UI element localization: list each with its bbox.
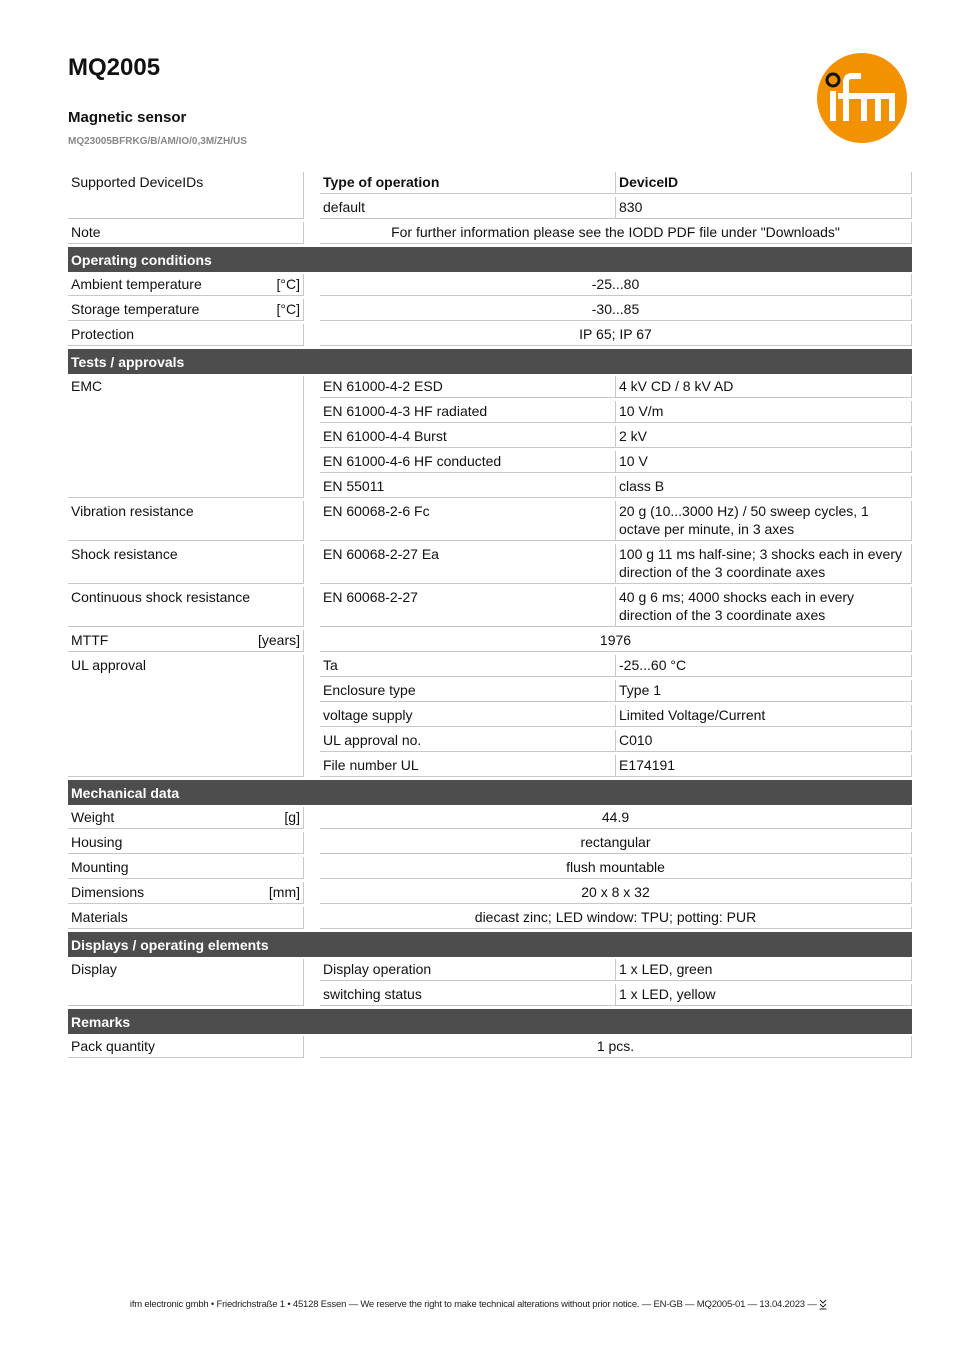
ul-key: Enclosure type xyxy=(320,680,616,702)
emc-standard: EN 55011 xyxy=(320,476,616,498)
unit: [°C] xyxy=(276,276,300,292)
ul-value: C010 xyxy=(616,730,912,752)
row-value: -25...80 xyxy=(320,274,912,296)
row-vibration-resistance: Vibration resistance EN 60068-2-6 Fc 20 g (10...3000 Hz) / 50 sweep cycles, 1 octave per minute, in 3 axes xyxy=(68,501,912,541)
row-supported-deviceids xyxy=(68,172,912,219)
row-value: -30...85 xyxy=(320,299,912,321)
ul-key: voltage supply xyxy=(320,705,616,727)
row-storage-temperature: Storage temperature [°C] -30...85 xyxy=(68,299,912,321)
emc-value: 10 V/m xyxy=(616,401,912,423)
row-housing: Housing rectangular xyxy=(68,832,912,854)
row-note xyxy=(68,222,912,244)
row-value: IP 65; IP 67 xyxy=(320,324,912,346)
row-display: Display Display operation 1 x LED, green switching status 1 x LED, yellow xyxy=(68,959,912,1006)
test-standard: EN 60068-2-6 Fc xyxy=(320,501,616,541)
row-label: Supported DeviceIDs xyxy=(68,172,304,219)
emc-standard: EN 61000-4-2 ESD xyxy=(320,376,616,398)
row-ul-approval: UL approval Ta -25...60 °C Enclosure type Type 1 voltage supply Limited Voltage/Current UL approval no. C010 File number UL E174191 xyxy=(68,655,912,777)
row-protection: Protection IP 65; IP 67 xyxy=(68,324,912,346)
cell-deviceid: 830 xyxy=(616,197,912,219)
row-shock-resistance: Shock resistance EN 60068-2-27 Ea 100 g 11 ms half-sine; 3 shocks each in every direction of the 3 coordinate axes xyxy=(68,544,912,584)
row-label: Note xyxy=(68,222,304,244)
ul-value: E174191 xyxy=(616,755,912,777)
emc-standard: EN 61000-4-3 HF radiated xyxy=(320,401,616,423)
section-operating-conditions: Operating conditions xyxy=(68,247,912,272)
ul-key: File number UL xyxy=(320,755,616,777)
unit: [°C] xyxy=(276,301,300,317)
row-value: 44.9 xyxy=(320,807,912,829)
row-value: 20 x 8 x 32 xyxy=(320,882,912,904)
emc-value: class B xyxy=(616,476,912,498)
product-subtitle: Magnetic sensor xyxy=(68,109,187,126)
cell-type: default xyxy=(320,197,616,219)
display-value: 1 x LED, green xyxy=(616,959,912,981)
emc-standard: EN 61000-4-4 Burst xyxy=(320,426,616,448)
col-type-of-operation: Type of operation xyxy=(320,172,616,194)
test-value: 40 g 6 ms; 4000 shocks each in every direction of the 3 coordinate axes xyxy=(616,587,912,627)
section-tests-approvals: Tests / approvals xyxy=(68,349,912,374)
row-mttf: MTTF [years] 1976 xyxy=(68,630,912,652)
unit: [g] xyxy=(284,809,300,825)
ul-key: Ta xyxy=(320,655,616,677)
unit: [years] xyxy=(257,632,300,648)
row-materials: Materials diecast zinc; LED window: TPU; potting: PUR xyxy=(68,907,912,929)
section-mechanical-data: Mechanical data xyxy=(68,780,912,805)
row-value: For further information please see the IODD PDF file under "Downloads" xyxy=(320,222,912,244)
row-value: 1976 xyxy=(320,630,912,652)
row-value: 1 pcs. xyxy=(320,1036,912,1058)
row-value: diecast zinc; LED window: TPU; potting: PUR xyxy=(320,907,912,929)
test-value: 20 g (10...3000 Hz) / 50 sweep cycles, 1 octave per minute, in 3 axes xyxy=(616,501,912,541)
row-emc: EMC EN 61000-4-2 ESD 4 kV CD / 8 kV AD EN 61000-4-3 HF radiated 10 V/m EN 61000-4-4 Burst 2 kV EN 61000-4-6 HF conducted 10 V EN 55011 class B xyxy=(68,376,912,498)
display-key: switching status xyxy=(320,984,616,1006)
ul-value: Type 1 xyxy=(616,680,912,702)
emc-value: 4 kV CD / 8 kV AD xyxy=(616,376,912,398)
ul-key: UL approval no. xyxy=(320,730,616,752)
unit: [mm] xyxy=(268,884,300,900)
datasheet-table xyxy=(68,172,912,1061)
row-pack-quantity: Pack quantity 1 pcs. xyxy=(68,1036,912,1058)
row-mounting: Mounting flush mountable xyxy=(68,857,912,879)
footer-text: ifm electronic gmbh • Friedrichstraße 1 • 45128 Essen — We reserve the right to make technical alterations without prior notice. — EN-GB — MQ2005-01 — 13.04.2023 — xyxy=(129,1299,817,1311)
ifm-logo xyxy=(816,52,908,144)
test-standard: EN 60068-2-27 Ea xyxy=(320,544,616,584)
article-code: MQ23005BFRKG/B/AM/IO/0,3M/ZH/US xyxy=(68,136,247,147)
row-ambient-temperature: Ambient temperature [°C] -25...80 xyxy=(68,274,912,296)
row-continuous-shock-resistance: Continuous shock resistance EN 60068-2-27 40 g 6 ms; 4000 shocks each in every direction of the 3 coordinate axes xyxy=(68,587,912,627)
col-deviceid: DeviceID xyxy=(616,172,912,194)
row-value: rectangular xyxy=(320,832,912,854)
row-value: flush mountable xyxy=(320,857,912,879)
section-displays-operating-elements: Displays / operating elements xyxy=(68,932,912,957)
document-symbol-icon xyxy=(819,1299,827,1310)
page-title: MQ2005 xyxy=(68,54,161,81)
emc-standard: EN 61000-4-6 HF conducted xyxy=(320,451,616,473)
page-footer xyxy=(0,1299,957,1310)
test-standard: EN 60068-2-27 xyxy=(320,587,616,627)
ul-value: Limited Voltage/Current xyxy=(616,705,912,727)
display-value: 1 x LED, yellow xyxy=(616,984,912,1006)
ul-value: -25...60 °C xyxy=(616,655,912,677)
row-weight: Weight [g] 44.9 xyxy=(68,807,912,829)
display-key: Display operation xyxy=(320,959,616,981)
emc-value: 10 V xyxy=(616,451,912,473)
test-value: 100 g 11 ms half-sine; 3 shocks each in every direction of the 3 coordinate axes xyxy=(616,544,912,584)
section-remarks: Remarks xyxy=(68,1009,912,1034)
row-dimensions: Dimensions [mm] 20 x 8 x 32 xyxy=(68,882,912,904)
emc-value: 2 kV xyxy=(616,426,912,448)
